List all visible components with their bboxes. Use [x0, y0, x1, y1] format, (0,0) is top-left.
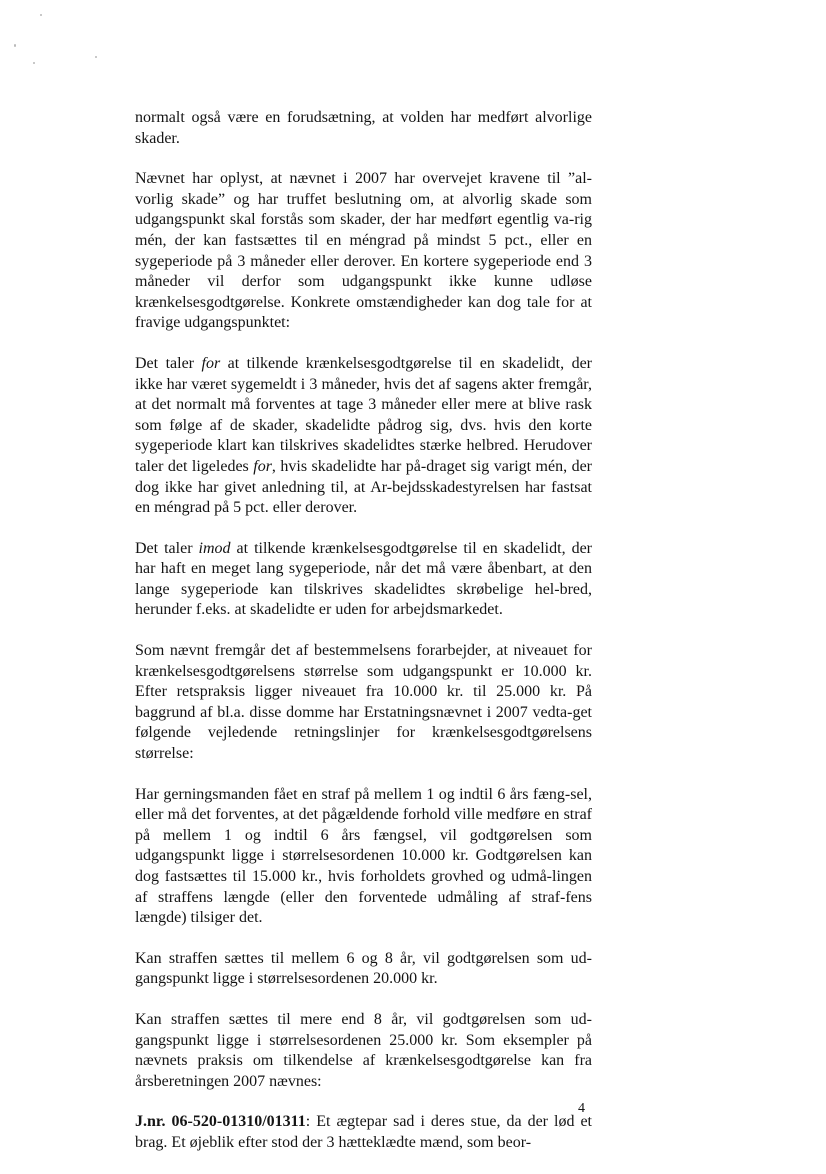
paragraph — [135, 108, 592, 149]
scan-speck — [14, 44, 16, 47]
emphasis-text: imod — [198, 539, 231, 557]
emphasis-text: for — [201, 354, 221, 372]
paragraph-text: Som nævnt fremgår det af bestemmelsens forarbejder, at niveauet for krænkelsesgodtgørelsens størrelse som udgangspunkt er 10.000 kr. Efter retspraksis ligger niveauet fra 10.000 kr. til 25.000 kr. På baggrund af bl.a. disse domme har Erstatningsnævnet i 2007 vedta-get følgende vejledende retningslinjer for krænkelsesgodtgørelsens størrelse: — [135, 642, 592, 763]
paragraph-text: Nævnet har oplyst, at nævnet i 2007 har overvejet kravene til ”al-vorlig skade” og har truffet beslutning om, at alvorlig skade som udgangspunkt skal forstås som skader, der har medført egentlig va-rig mén, der kan fastsættes til en méngrad på mindst 5 pct., eller en sygeperiode på 3 måneder eller derover. En kortere sygeperiode end 3 måneder vil derfor som udgangspunkt ikke kunne udløse krænkelsesgodtgørelse. Konkrete omstændigheder kan dog tale for at fravige udgangspunktet: — [135, 170, 592, 332]
paragraph-text: Det taler — [135, 354, 202, 372]
paragraph — [135, 949, 592, 990]
paragraph-text: Det taler — [135, 539, 199, 557]
paragraph-text: Kan straffen sættes til mellem 6 og 8 år, vil godtgørelsen som ud-gangspunkt ligge i størrelsesordenen 20.000 kr. — [135, 949, 592, 988]
paragraph — [135, 1112, 592, 1153]
paragraph-text: Kan straffen sættes til mere end 8 år, vil godtgørelsen som ud-gangspunkt ligge i størrelsesordenen 25.000 kr. Som eksempler på nævnets praksis om tilkendelse af krænkelsesgodtgørelse kan fra årsberetningen 2007 nævnes: — [135, 1010, 592, 1090]
paragraph-text: at tilkende krænkelsesgodtgørelse til en skadelidt, der har haft en meget lang sygeperiode, når det må være åbenbart, at den lange sygeperiode kan tilskrives skadelidtes skrøbelige hel-bred, herunder f.eks. at skadelidte er uden for arbejdsmarkedet. — [135, 539, 592, 619]
paragraph — [135, 354, 592, 519]
document-body — [135, 108, 592, 1174]
page-number: 4 — [578, 1101, 585, 1116]
paragraph-text: at tilkende krænkelsesgodtgørelse til en skadelidt, der ikke har været sygemeldt i 3 måneder, hvis det af sagens akter fremgår, at det normalt må forventes at tage 3 måneder eller mere at blive rask som følge af de skader, skadelidte pådrog sig, dvs. hvis den korte sygeperiode klart kan tilskrives skadelidtes stærke helbred. Herudover taler det ligeledes — [135, 354, 593, 475]
emphasis-text: for — [253, 457, 272, 475]
scan-speck — [95, 56, 97, 58]
paragraph-text: : Et ægtepar sad i deres stue, da der lød et brag. Et øjeblik efter stod der 3 hætteklædte mænd, som beor- — [135, 1113, 593, 1151]
paragraph — [135, 539, 592, 621]
paragraph-text: , hvis skadelidte har på-draget sig varigt mén, der dog ikke har givet anledning til, at Ar-bejdsskadestyrelsen har fastsat en méngrad på 5 pct. eller derover. — [135, 457, 593, 517]
paragraph — [135, 169, 592, 334]
paragraph — [135, 785, 592, 929]
paragraph-text: normalt også være en forudsætning, at volden har medført alvorlige skader. — [135, 109, 592, 147]
paragraph — [135, 641, 592, 765]
paragraph — [135, 1010, 592, 1092]
scan-speck — [33, 62, 35, 64]
case-reference: J.nr. 06-520-01310/01311 — [135, 1113, 306, 1131]
paragraph-text: Har gerningsmanden fået en straf på mellem 1 og indtil 6 års fæng-sel, eller må det forventes, at det pågældende forhold ville medføre en straf på mellem 1 og indtil 6 års fængsel, vil godtgørelsen som udgangspunkt ligge i størrelsesordenen 10.000 kr. Godtgørelsen kan dog fastsættes til 15.000 kr., hvis forholdets grovhed og udmå-lingen af straffens længde (eller den forventede udmåling af straf-fens længde) tilsiger det. — [135, 785, 592, 927]
scan-speck — [40, 14, 42, 16]
